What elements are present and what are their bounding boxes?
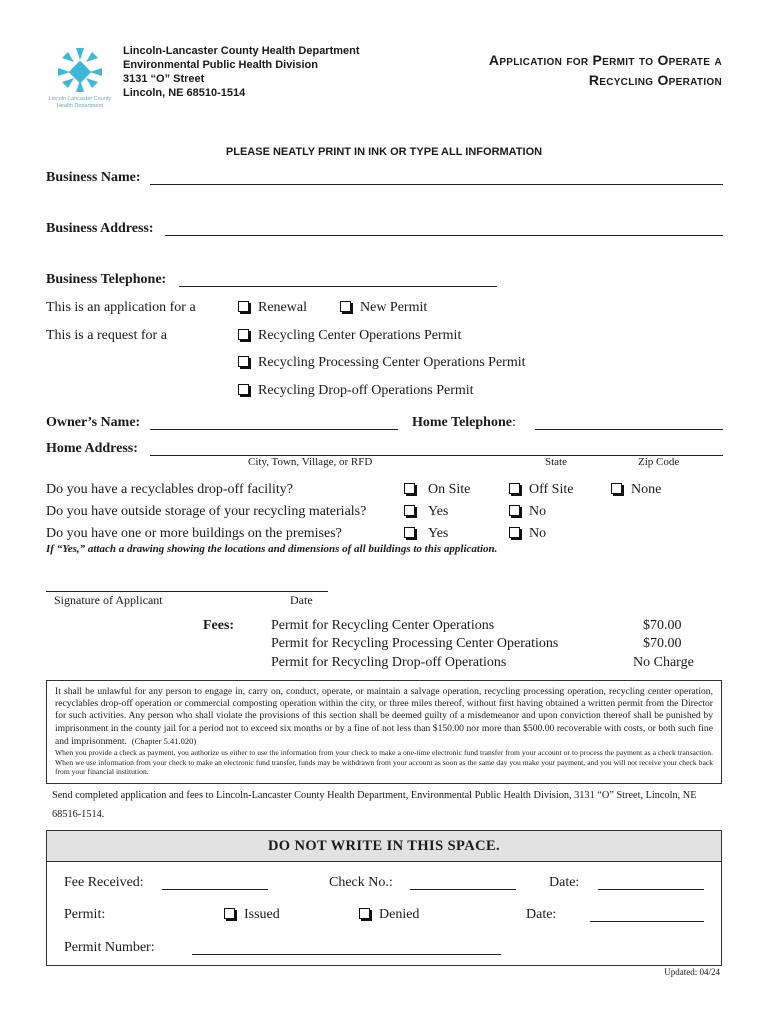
- check-payment-notice: When you provide a check as payment, you authorize us either to use the information from your check to make a one-time electronic fund transfer from your account or to process the payment as a check transaction. When we use information from your check to make an electronic fund transfer, funds may be withdrawn from your account as soon as the same day you make your payment, and you will not receive your check back from your financial institution.: [55, 748, 713, 777]
- home-telephone-field[interactable]: [535, 429, 723, 430]
- option-label: Recycling Processing Center Operations Permit: [258, 355, 526, 370]
- checkbox-icon: [404, 483, 415, 494]
- checkbox-icon: [509, 505, 520, 516]
- fee-item-amount: No Charge: [633, 655, 694, 670]
- buildings-note: If “Yes,” attach a drawing showing the locations and dimensions of all buildings to this application.: [46, 543, 498, 555]
- buildings-no-checkbox[interactable]: [509, 526, 546, 542]
- business-address-label: Business Address:: [46, 221, 154, 236]
- option-label: Renewal: [258, 300, 307, 315]
- drop-off-permit-checkbox[interactable]: [238, 383, 474, 399]
- check-no-field[interactable]: [410, 889, 516, 890]
- checkbox-icon: [359, 908, 370, 919]
- issued-checkbox[interactable]: [224, 907, 280, 923]
- logo-text-1: Lincoln-Lancaster County: [48, 96, 112, 102]
- option-label: Recycling Drop-off Operations Permit: [258, 383, 474, 398]
- health-department-logo-icon: [46, 46, 114, 94]
- business-telephone-label: Business Telephone:: [46, 272, 167, 287]
- checkbox-icon: [238, 329, 249, 340]
- chapter-reference: (Chapter 5.41.020): [131, 735, 197, 746]
- title-line-2: Recycling Operation: [588, 72, 722, 88]
- check-no-label: Check No.:: [329, 875, 393, 890]
- checkbox-icon: [404, 505, 415, 516]
- checkbox-icon: [509, 483, 520, 494]
- fee-item-name: Permit for Recycling Center Operations: [271, 618, 495, 633]
- date-label-1: Date:: [549, 875, 580, 890]
- fee-item-amount: $70.00: [643, 636, 682, 651]
- fee-received-field[interactable]: [162, 889, 268, 890]
- permit-number-field[interactable]: [192, 954, 501, 955]
- on-site-checkbox[interactable]: [404, 482, 470, 498]
- date-field-2[interactable]: [590, 921, 704, 922]
- checkbox-icon: [340, 301, 351, 312]
- business-telephone-field[interactable]: [179, 286, 497, 287]
- checkbox-icon: [404, 527, 415, 538]
- business-name-label: Business Name:: [46, 170, 141, 185]
- logo-text-2: Health Department: [56, 103, 104, 109]
- form-title: [489, 50, 722, 90]
- new-permit-checkbox[interactable]: [340, 300, 427, 316]
- owners-name-label: Owner’s Name:: [46, 415, 141, 430]
- renewal-checkbox[interactable]: [238, 300, 307, 316]
- checkbox-icon: [238, 301, 249, 312]
- org-line: Lincoln-Lancaster County Health Department: [123, 45, 360, 57]
- logo: [46, 46, 114, 112]
- checkbox-icon: [224, 908, 235, 919]
- option-label: Off Site: [529, 482, 574, 497]
- fee-item-name: Permit for Recycling Drop-off Operations: [271, 655, 507, 670]
- processing-center-permit-checkbox[interactable]: [238, 355, 526, 371]
- buildings-yes-checkbox[interactable]: [404, 526, 448, 542]
- city-caption: City, Town, Village, or RFD: [248, 456, 373, 468]
- owners-name-field[interactable]: [150, 429, 398, 430]
- legal-main-text: [55, 686, 713, 748]
- date-label-2: Date:: [526, 907, 557, 922]
- option-label: No: [529, 526, 547, 541]
- option-label: Denied: [379, 907, 420, 922]
- organization-address: [123, 44, 360, 100]
- fee-item-name: Permit for Recycling Processing Center Operations: [271, 636, 559, 651]
- option-label: On Site: [428, 482, 471, 497]
- home-telephone-text: Home Telephone: [412, 415, 512, 430]
- checkbox-icon: [238, 384, 249, 395]
- legal-text: It shall be unlawful for any person to engage in, carry on, conduct, operate, or maintain a salvage operation, recycling processing operation, recycling center operation, recyclables drop-off operation or commercial composting operation within the city, or three miles thereof, without first having obtained a written permit from the Director for such activities. Any person who shall violate the provisions of this section shall be deemed guilty of a misdemeanor and upon conviction thereof shall be punished by imprisonment in the county jail for a period not to exceed six months or by a fine of not less than $150.00 nor more than $500.00 recoverable with costs, or both such fine and imprisonment.: [55, 686, 713, 747]
- question-storage: Do you have outside storage of your recycling materials?: [46, 504, 367, 519]
- signature-caption: Signature of Applicant: [54, 593, 163, 607]
- home-telephone-label: [412, 415, 516, 431]
- question-drop-off: Do you have a recyclables drop-off facility?: [46, 482, 293, 497]
- option-label: Recycling Center Operations Permit: [258, 328, 462, 343]
- option-label: New Permit: [360, 300, 428, 315]
- none-checkbox[interactable]: [611, 482, 661, 498]
- org-line: Environmental Public Health Division: [123, 59, 318, 71]
- option-label: Yes: [428, 504, 449, 519]
- org-line: 3131 “O” Street: [123, 73, 205, 85]
- permit-label: Permit:: [64, 907, 106, 922]
- checkbox-icon: [238, 356, 249, 367]
- zip-caption: Zip Code: [638, 456, 680, 468]
- option-label: Issued: [244, 907, 280, 922]
- fee-item-amount: $70.00: [643, 618, 682, 633]
- home-telephone-colon: :: [511, 415, 516, 430]
- legal-notice-box: [46, 680, 722, 784]
- checkbox-icon: [611, 483, 622, 494]
- application-for-label: This is an application for a: [46, 300, 196, 315]
- signature-field[interactable]: [46, 591, 328, 592]
- date-caption: Date: [290, 593, 313, 607]
- updated-date: Updated: 04/24: [664, 967, 720, 977]
- business-name-field[interactable]: [150, 184, 723, 185]
- off-site-checkbox[interactable]: [509, 482, 573, 498]
- office-use-header: DO NOT WRITE IN THIS SPACE.: [47, 831, 721, 862]
- send-to-instructions: Send completed application and fees to Lincoln-Lancaster County Health Department, Environmental Public Health Division, 3131 “O” Street, Lincoln, NE 68516-1514.: [52, 790, 697, 820]
- org-line: Lincoln, NE 68510-1514: [123, 87, 246, 99]
- recycling-center-permit-checkbox[interactable]: [238, 328, 461, 344]
- storage-no-checkbox[interactable]: [509, 504, 546, 520]
- date-field-1[interactable]: [598, 889, 704, 890]
- question-buildings: Do you have one or more buildings on the premises?: [46, 526, 342, 541]
- denied-checkbox[interactable]: [359, 907, 419, 923]
- fees-label: Fees:: [203, 618, 235, 633]
- title-line-1: Application for Permit to Operate a: [488, 52, 722, 68]
- fee-received-label: Fee Received:: [64, 875, 144, 890]
- storage-yes-checkbox[interactable]: [404, 504, 448, 520]
- option-label: Yes: [428, 526, 449, 541]
- home-address-label: Home Address:: [46, 441, 138, 456]
- business-address-field[interactable]: [165, 235, 723, 236]
- request-for-label: This is a request for a: [46, 328, 167, 343]
- option-label: No: [529, 504, 547, 519]
- option-label: None: [631, 482, 662, 497]
- permit-number-label: Permit Number:: [64, 940, 155, 955]
- state-caption: State: [545, 456, 567, 468]
- checkbox-icon: [509, 527, 520, 538]
- print-instruction: PLEASE NEATLY PRINT IN INK OR TYPE ALL INFORMATION: [225, 146, 543, 158]
